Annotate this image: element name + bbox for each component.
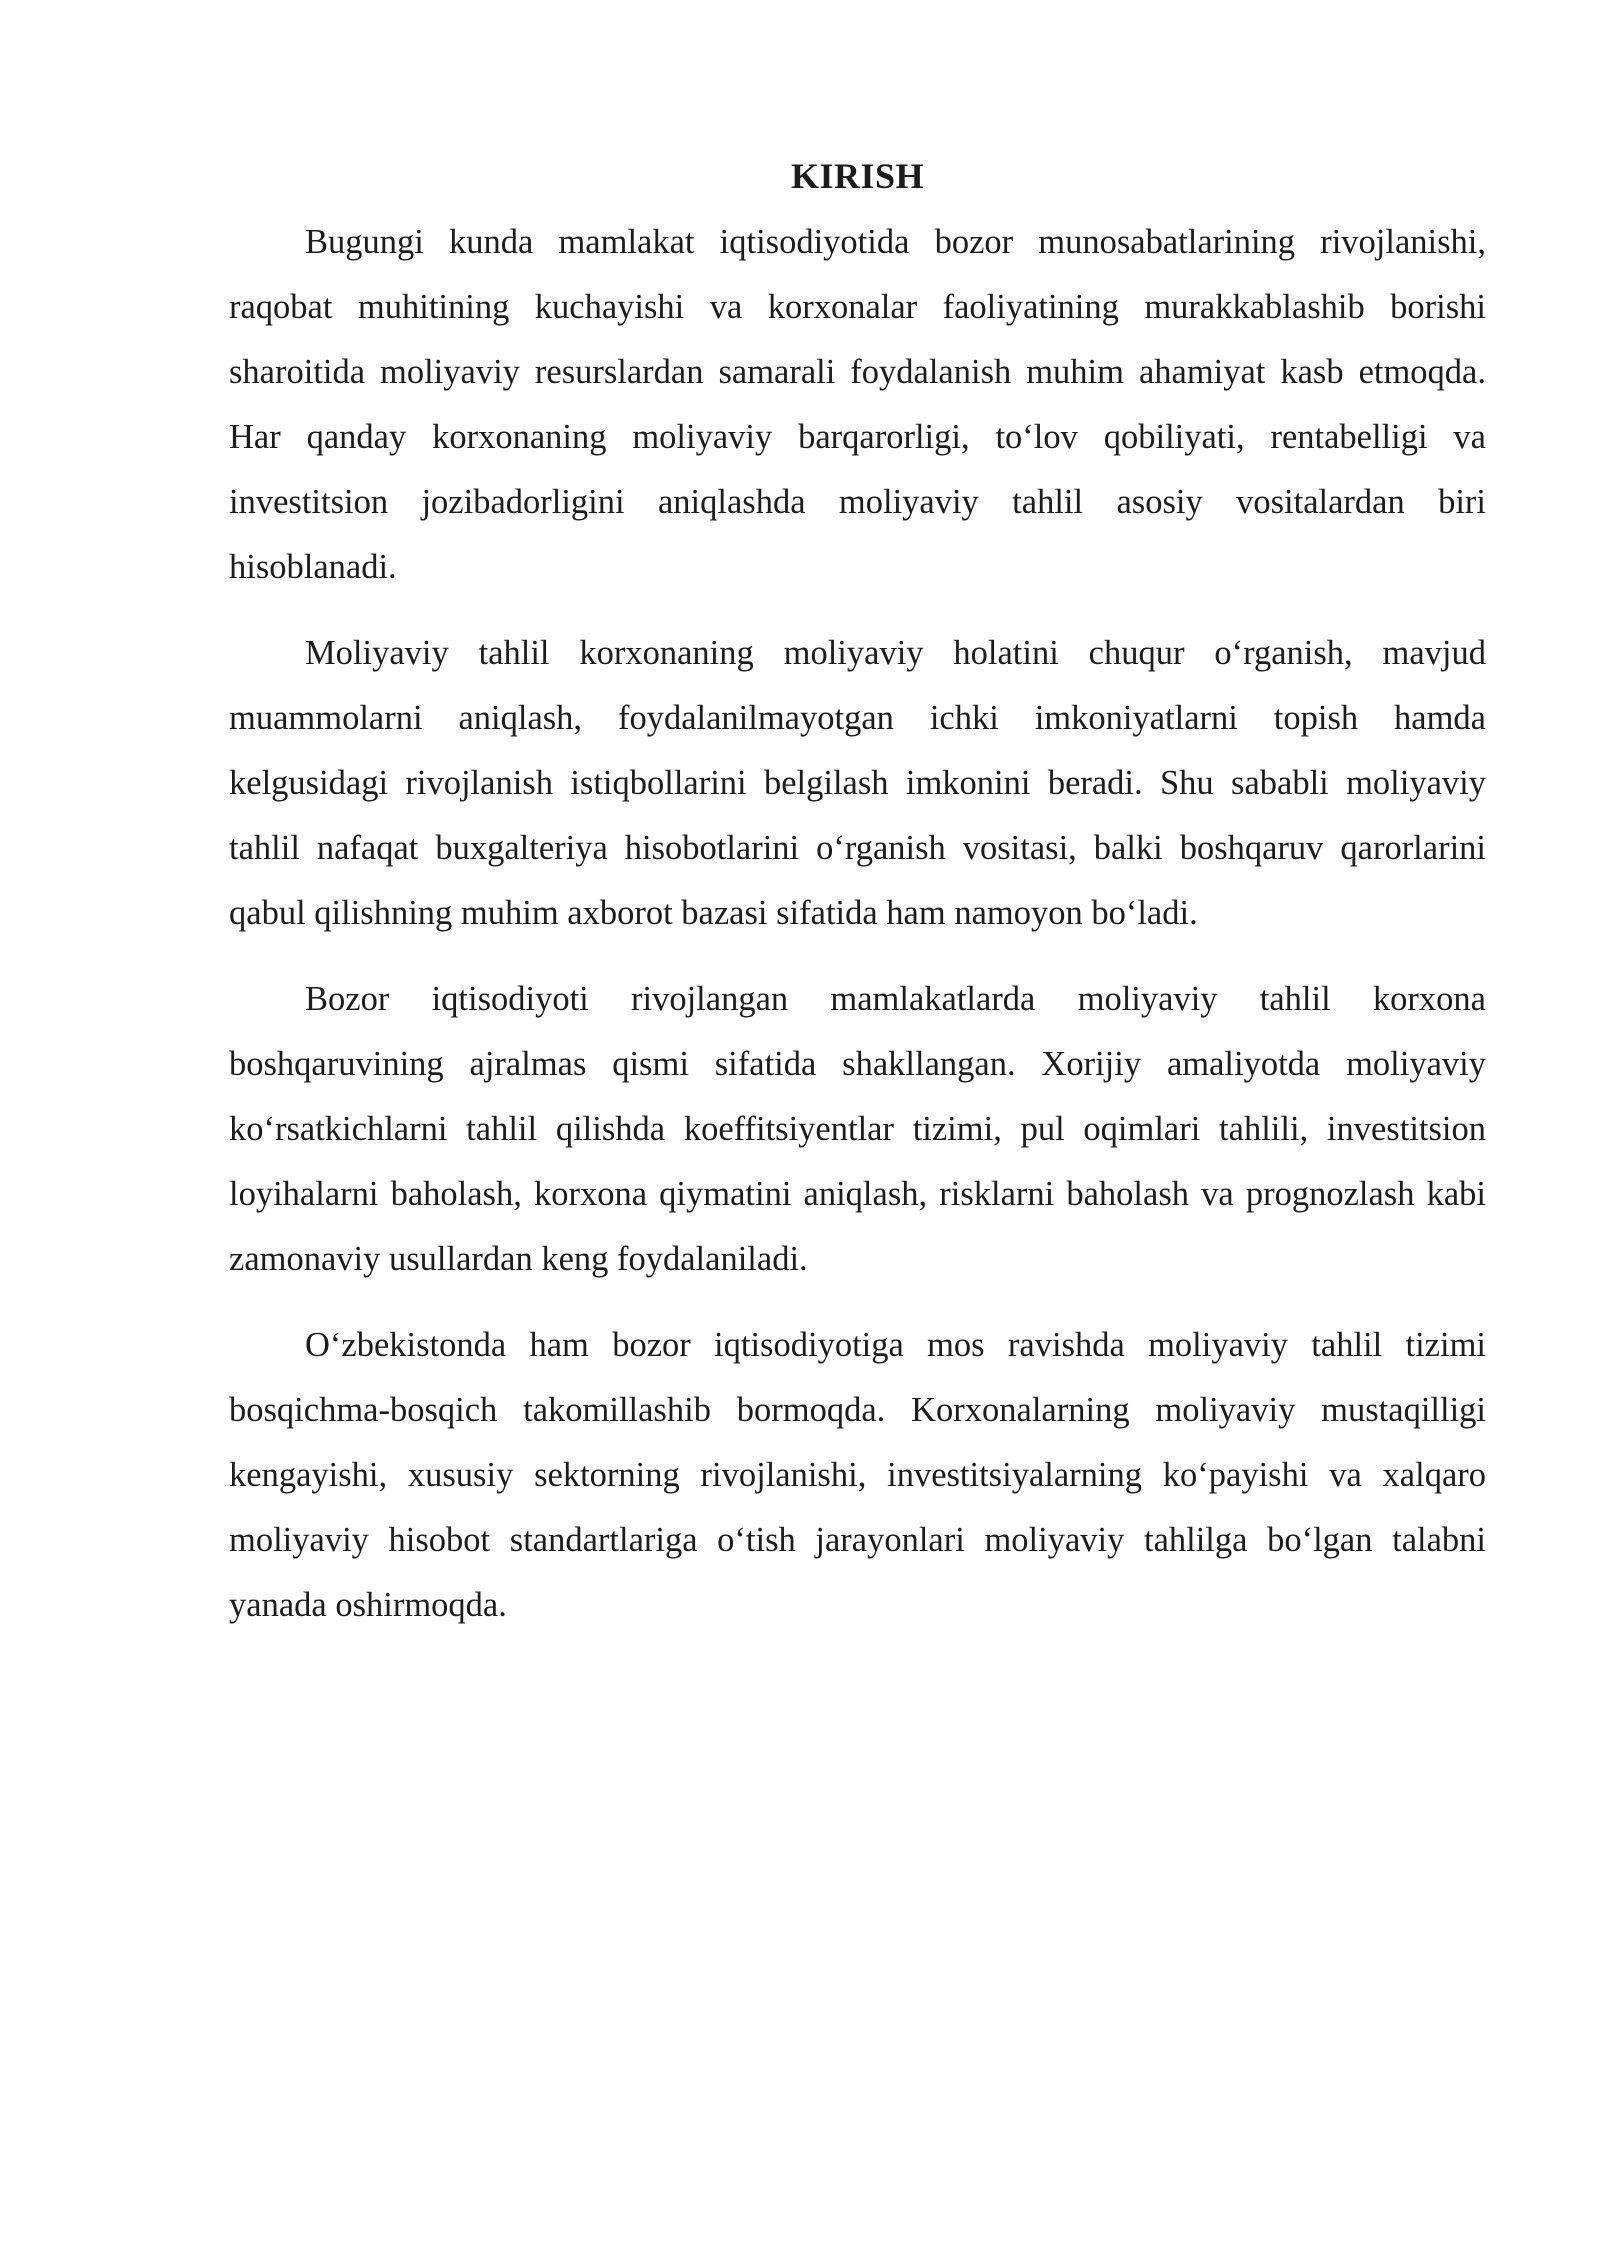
document-body <box>229 148 1486 1659</box>
paragraph-1: Bugungi kunda mamlakat iqtisodiyotida bozor munosabatlarining rivojlanishi, raqobat muhitining kuchayishi va korxonalar faoliyatining murakkablashib borishi sharoitida moliyaviy resurslardan samarali foydalanish muhim ahamiyat kasb etmoqda. Har qanday korxonaning moliyaviy barqarorligi, to‘lov qobiliyati, rentabelligi va investitsion jozibadorligini aniqlashda moliyaviy tahlil asosiy vositalardan biri hisoblanadi. <box>229 223 1486 586</box>
paragraph-3: Bozor iqtisodiyoti rivojlangan mamlakatlarda moliyaviy tahlil korxona boshqaruvining ajralmas qismi sifatida shakllangan. Xorijiy amaliyotda moliyaviy ko‘rsatkichlarni tahlil qilishda koeffitsiyentlar tizimi, pul oqimlari tahlili, investitsion loyihalarni baholash, korxona qiymatini aniqlash, risklarni baholash va prognozlash kabi zamonaviy usullardan keng foydalaniladi. <box>229 980 1486 1278</box>
paragraph-4: O‘zbekistonda ham bozor iqtisodiyotiga mos ravishda moliyaviy tahlil tizimi bosqichma-bosqich takomillashib bormoqda. Korxonalarning moliyaviy mustaqilligi kengayishi, xususiy sektorning rivojlanishi, investitsiyalarning ko‘payishi va xalqaro moliyaviy hisobot standartlariga o‘tish jarayonlari moliyaviy tahlilga bo‘lgan talabni yanada oshirmoqda. <box>229 1326 1486 1624</box>
paragraph-2: Moliyaviy tahlil korxonaning moliyaviy holatini chuqur o‘rganish, mavjud muammolarni aniqlash, foydalanilmayotgan ichki imkoniyatlarni topish hamda kelgusidagi rivojlanish istiqbollarini belgilash imkonini beradi. Shu sababli moliyaviy tahlil nafaqat buxgalteriya hisobotlarini o‘rganish vositasi, balki boshqaruv qarorlarini qabul qilishning muhim axborot bazasi sifatida ham namoyon bo‘ladi. <box>229 634 1486 932</box>
page-title: KIRISH <box>790 156 925 196</box>
